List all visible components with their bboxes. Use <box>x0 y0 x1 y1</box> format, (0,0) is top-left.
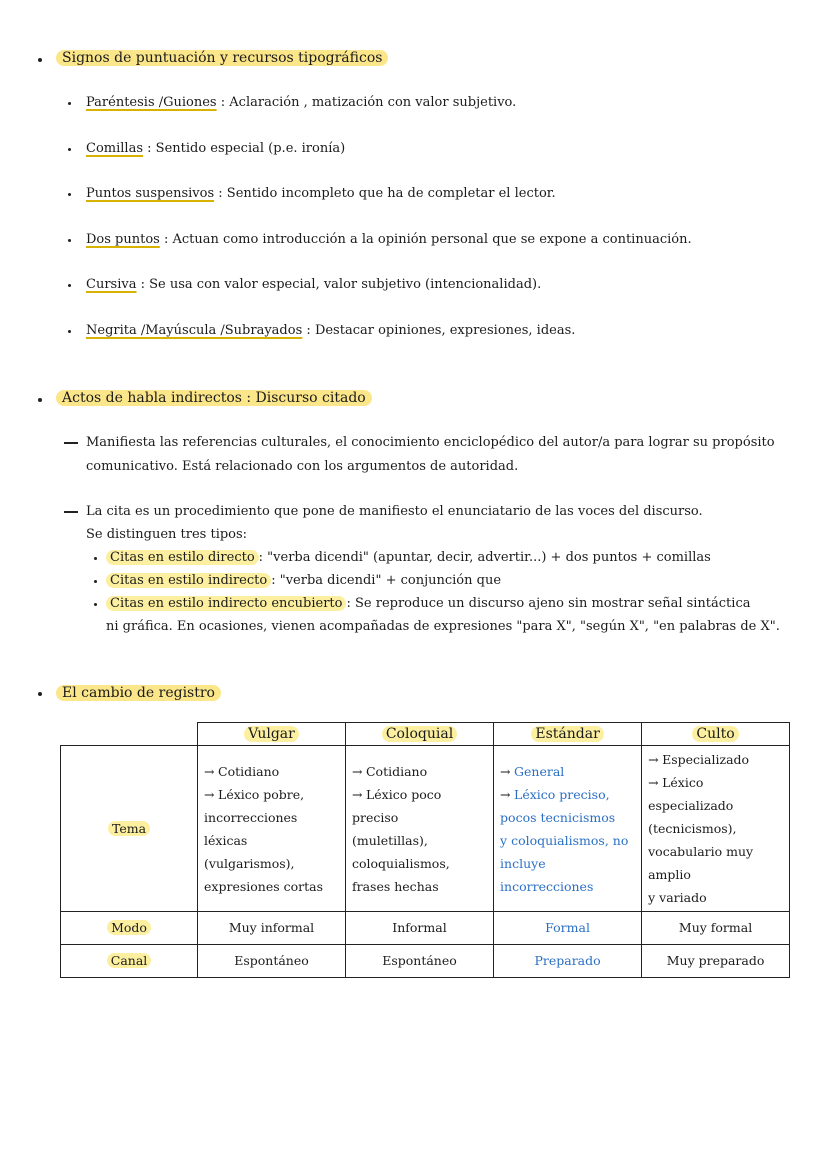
tipo-encubierto-cont: ni gráfica. En ocasiones, vienen acompañadas de expresiones "para X", "según X", "en palabras de X". <box>106 619 780 634</box>
tipo-indirecto: Citas en estilo indirecto : "verba dicendi" + conjunción que <box>106 572 501 590</box>
item-bullet <box>68 330 71 333</box>
item-bullet <box>68 284 71 287</box>
cell-modo-culto: Muy formal <box>642 912 790 945</box>
signos-item-3: Puntos suspensivos : Sentido incompleto que ha de completar el lector. <box>86 186 556 201</box>
table-header-row <box>61 723 790 746</box>
table-corner <box>61 723 198 746</box>
row-header-canal: Canal <box>61 945 198 978</box>
row-header-tema: Tema <box>61 746 198 912</box>
tipo-encubierto: Citas en estilo indirecto encubierto : Se reproduce un discurso ajeno sin mostrar señal sintáctica <box>106 595 750 613</box>
cell-modo-coloquial: Informal <box>345 912 493 945</box>
tipo-directo: Citas en estilo directo : "verba dicendi" (apuntar, decir, advertir...) + dos puntos + comillas <box>106 549 711 567</box>
item-bullet <box>68 102 71 105</box>
item-bullet <box>94 557 97 560</box>
cell-modo-vulgar: Muy informal <box>198 912 346 945</box>
signos-item-6: Negrita /Mayúscula /Subrayados : Destacar opiniones, expresiones, ideas. <box>86 323 576 338</box>
row-header-modo: Modo <box>61 912 198 945</box>
col-header-coloquial: Coloquial <box>345 723 493 746</box>
cell-canal-estandar: Preparado <box>494 945 642 978</box>
table-row-modo <box>61 912 790 945</box>
register-table <box>60 722 790 978</box>
signos-item-2: Comillas : Sentido especial (p.e. ironía) <box>86 141 346 156</box>
cell-modo-estandar: Formal <box>494 912 642 945</box>
actos-p1-line2: comunicativo. Está relacionado con los argumentos de autoridad. <box>86 459 519 474</box>
cell-canal-culto: Muy preparado <box>642 945 790 978</box>
item-bullet <box>94 603 97 606</box>
signos-item-4: Dos puntos : Actuan como introducción a la opinión personal que se expone a continuación. <box>86 232 692 247</box>
dash-marker <box>64 511 78 513</box>
cell-tema-coloquial: → Cotidiano → Léxico poco preciso (muletillas), coloquialismos, frases hechas <box>345 746 493 912</box>
item-bullet <box>94 580 97 583</box>
section-title-actos: Actos de habla indirectos : Discurso citado <box>56 389 372 407</box>
col-header-estandar: Estándar <box>494 723 642 746</box>
actos-p2-line2: Se distinguen tres tipos: <box>86 527 248 542</box>
cell-tema-vulgar: → Cotidiano → Léxico pobre, incorrecciones léxicas (vulgarismos), expresiones cortas <box>198 746 346 912</box>
actos-p1-line1: Manifiesta las referencias culturales, el conocimiento enciclopédico del autor/a para lograr su propósito <box>86 435 775 450</box>
item-bullet <box>68 193 71 196</box>
section-bullet <box>38 58 42 62</box>
actos-p2-line1: La cita es un procedimiento que pone de manifiesto el enunciatario de las voces del discurso. <box>86 504 703 519</box>
cell-canal-vulgar: Espontáneo <box>198 945 346 978</box>
signos-item-1: Paréntesis /Guiones : Aclaración , matización con valor subjetivo. <box>86 95 517 110</box>
cell-tema-culto: → Especializado → Léxico especializado (tecnicismos), vocabulario muy amplio y variado <box>642 746 790 912</box>
section-title-signos: Signos de puntuación y recursos tipográficos <box>56 49 388 67</box>
section-bullet <box>38 692 42 696</box>
col-header-vulgar: Vulgar <box>198 723 346 746</box>
dash-marker <box>64 442 78 444</box>
cell-canal-coloquial: Espontáneo <box>345 945 493 978</box>
table-row-canal <box>61 945 790 978</box>
col-header-culto: Culto <box>642 723 790 746</box>
section-bullet <box>38 398 42 402</box>
item-bullet <box>68 148 71 151</box>
cell-tema-estandar: → General → Léxico preciso, pocos tecnicismos y coloquialismos, no incluye incorrecciones <box>494 746 642 912</box>
table-row-tema <box>61 746 790 912</box>
section-title-registro: El cambio de registro <box>56 684 221 702</box>
item-bullet <box>68 239 71 242</box>
signos-item-5: Cursiva : Se usa con valor especial, valor subjetivo (intencionalidad). <box>86 277 542 292</box>
